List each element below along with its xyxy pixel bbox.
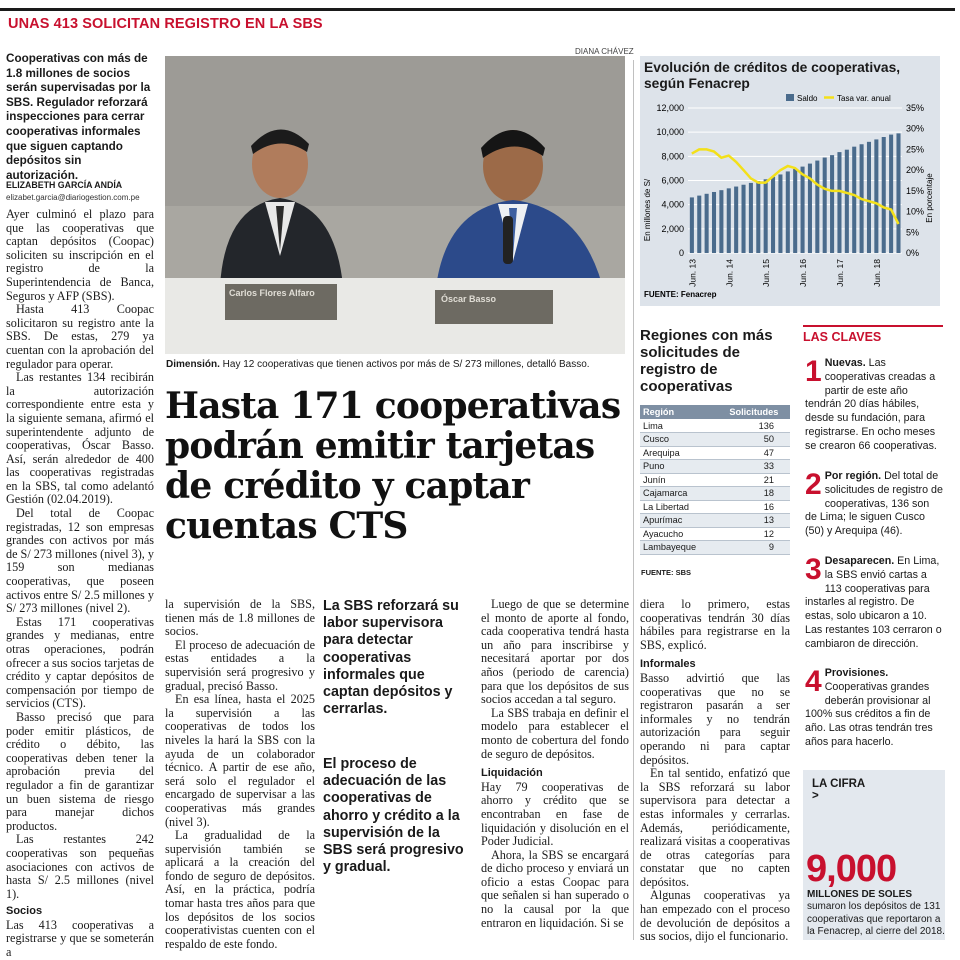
paragraph: Basso advirtió que las cooperativas que no se registraron pasarán a ser informales y no tendrán autorización para seguir operando ni para captar depósitos. [640,670,790,767]
y-tick-left: 8,000 [661,151,684,162]
clave-text: Cooperativas grandes deberán provisionar al 100% sus créditos a fin de año. Las otras tendrán tres años para hacerlo. [805,680,933,748]
solicitudes-cell: 16 [718,500,790,514]
table-row [640,460,790,474]
top-rule [0,8,955,11]
paragraph: Hasta 413 Coopac solicitaron su registro ante la SBS. De estas, 279 ya cuentan con la aprobación del regulador para operar. [6,302,154,371]
paragraph: Del total de Coopac registradas, 12 son empresas grandes con activos por más de S/ 273 millones (nivel 3), y 159 son medianas cooperativas, que poseen activos entre S/ 2.5 millones y S/ 273 millones (nivel 2). [6,506,154,616]
y-tick-left: 12,000 [656,103,684,113]
bar-saldo [793,169,797,253]
y-tick-right: 15% [906,185,925,196]
press-conference-photo [165,56,625,354]
photo-credit: DIANA CHÁVEZ [575,47,634,56]
clave-heading: Por región. [824,470,882,482]
pull-quote-2: El proceso de adecuación de las cooperativas de ahorro y crédito a la supervisión de la SBS será progresivo y gradual. [323,756,464,876]
region-cell: Lambayeque [640,541,718,555]
solicitudes-cell: 13 [718,514,790,528]
x-tick: Jun. 18 [871,259,882,287]
bar-saldo [801,167,805,253]
bar-saldo [874,139,878,253]
bar-saldo [778,174,782,253]
subheading: Liquidación [481,767,543,780]
table-header-row [640,405,790,419]
claves-rule [803,325,943,327]
bar-saldo [896,133,900,253]
author-email[interactable]: elizabet.garcia@diariogestion.com.pe [6,193,140,202]
column-4 [481,598,629,930]
bar-saldo [705,194,709,253]
x-tick: Jun. 16 [798,259,809,287]
clave-heading: Nuevas. [824,357,866,369]
bar-saldo [882,137,886,253]
region-cell: Cajamarca [640,487,718,501]
placard-left: Carlos Flores Alfaro [229,288,315,298]
column-2 [165,598,315,951]
legend-swatch-saldo [786,94,794,101]
regions-title: Regiones con más solicitudes de registro de cooperativas [640,327,773,395]
cifra-title-text: LA CIFRA [812,778,866,790]
table-row [640,541,790,555]
y-axis-left-label: En millones de S/ [643,178,652,242]
caption-text: Hay 12 cooperativas que tienen activos por más de S/ 273 millones, detalló Basso. [219,359,590,370]
table-row [640,473,790,487]
region-cell: Apurímac [640,514,718,528]
y-tick-left: 0 [678,248,684,258]
clave-number: 4 [805,665,822,698]
y-tick-right: 0% [906,248,920,258]
bar-saldo [697,196,701,253]
clave-number: 3 [805,553,822,586]
paragraph: Luego de que se determine el monto de aporte al fondo, cada cooperativa tendrá hasta un año para inscribirse y necesitará aportar por dos años (periodo de carencia) para que los depósitos de sus socios accedan a tal seguro. [481,597,629,707]
paragraph: Hay 79 cooperativas de ahorro y crédito que se encontraban en fase de liquidación y disolución en el Poder Judicial. [481,779,629,849]
solicitudes-cell: 18 [718,487,790,501]
table-row [640,527,790,541]
table-row [640,514,790,528]
bar-saldo [889,135,893,253]
table-row [640,433,790,447]
y-tick-right: 5% [906,227,920,238]
paragraph: Las 413 cooperativas a registrarse y que se someterán a [6,917,154,960]
bar-saldo [764,179,768,253]
bar-saldo [823,158,827,253]
claves-title: LAS CLAVES [803,330,882,344]
paragraph: La SBS trabaja en definir el modelo para establecer el monto de cobertura del fondo de seguro de depósitos. [481,705,629,761]
paragraph: Las restantes 134 recibirán la autorización correspondiente entre esta y la siguiente semana, afirmó el superintendente adjunto de cooperativas, Óscar Basso. Así, serán alrededor de 400 las cooperativas registradas en la SBS, tal como adelantó Gestión (02.04.2019). [6,370,154,507]
credit-evolution-chart [640,90,940,300]
clave-heading: Provisiones. [824,667,889,679]
paragraph: Basso precisó que para poder emitir plásticos, de crédito o débito, las cooperativas deben tener la aprobación previa del regulador a fin de garantizar un buen sistema de riesgo para manejar dichos productos. [6,709,154,833]
column-1 [6,208,154,960]
solicitudes-cell: 33 [718,460,790,474]
column-rule [633,60,634,940]
cifra-text: sumaron los depósitos de 131 cooperativas que reportaron a la Fenacrep, al cierre del 2018. [807,901,945,937]
clave-text: Del total de solicitudes de registro de cooperativas, 136 son de Lima; le siguen Cusco (50) y Arequipa (46). [805,470,943,538]
chart-source: FUENTE: Fenacrep [644,290,717,299]
placard-right: Óscar Basso [441,294,497,304]
paragraph: diera lo primero, estas cooperativas tendrán 30 días hábiles para registrarse en la SBS, explicó. [640,597,790,652]
cifra-title [812,778,865,802]
region-cell: Cusco [640,433,718,447]
paragraph: Las restantes 242 cooperativas son pequeñas asociaciones con activos de hasta S/ 2.5 millones (nivel 1). [6,832,154,901]
x-tick: Jun. 13 [687,259,698,287]
region-cell: Ayacucho [640,527,718,541]
bar-saldo [837,152,841,253]
section-kicker: UNAS 413 SOLICITAN REGISTRO EN LA SBS [8,16,323,32]
paragraph: la supervisión de la SBS, tienen más de 1.8 millones de socios. [165,597,315,639]
clave-item-1 [805,357,943,454]
column-5 [640,598,790,944]
clave-item-2 [805,470,943,539]
y-tick-left: 6,000 [661,175,684,186]
paragraph: Ahora, la SBS se encargará de dicho proceso y enviará un oficio a estas Coopac para que señalen si han superado o no la causal por la que entraron en liquidación. Si se [481,847,629,930]
clave-text: En Lima, la SBS envió cartas a 113 cooperativas para instarles al registro. De estas, solo ubicaron a 10. Las restantes 103 cerraron o cambiaron de dirección. [805,555,942,650]
legend-label-saldo: Saldo [797,94,818,103]
y-tick-left: 4,000 [661,199,684,210]
cifra-number: 9,000 [806,848,897,890]
y-tick-right: 20% [906,165,925,176]
region-cell: Junín [640,473,718,487]
bar-saldo [845,150,849,253]
y-tick-right: 30% [906,123,925,134]
chart-title: Evolución de créditos de cooperativas, según Fenacrep [644,60,901,91]
region-cell: Puno [640,460,718,474]
article-lead: Cooperativas con más de 1.8 millones de socios serán supervisadas por la SBS. Regulador reforzará inspecciones para cerrar cooperativas informales que siguen captando depósitos sin autorización. [6,52,151,182]
chevron-right-icon: > [812,790,819,802]
x-tick: Jun. 15 [761,259,772,287]
paragraph: La gradualidad de la supervisión también se aplicará a la creación del fondo de seguro de depósitos. Así, en la práctica, podría tomar hasta tres años para que los depósitos de los socios cooperativistas cuenten con el respaldo de este fondo. [165,828,315,951]
photo-caption [166,359,626,370]
photo-illustration [165,56,625,354]
solicitudes-cell: 50 [718,433,790,447]
bar-saldo [867,142,871,253]
pull-quote-1: La SBS reforzará su labor supervisora para detectar cooperativas informales que captan depósitos y cerrarlas. [323,598,459,718]
y-tick-right: 25% [906,144,925,155]
region-cell: Lima [640,419,718,433]
table-row [640,446,790,460]
legend-label-tasa: Tasa var. anual [837,94,891,103]
bar-saldo [690,197,694,253]
paragraph: En esa línea, hasta el 2025 la supervisión a las cooperativas de todos los niveles la hará la SBS con la ayuda de un colaborador técnico. A partir de ese año, será solo el regulador el encargado de supervisar a las cooperativas más grandes (nivel 3). [165,692,315,829]
solicitudes-cell: 136 [718,419,790,433]
solicitudes-cell: 21 [718,473,790,487]
column-header-region: Región [640,405,718,419]
paragraph: En tal sentido, enfatizó que la SBS reforzará su labor supervisora para detectar a estas informales y cerrarlas. Además, periódicamente, realizará visitas a cooperativas de otras categorías para constatar que no capten depósitos. [640,766,790,889]
clave-item-3 [805,555,943,652]
bar-saldo [815,161,819,253]
paragraph: Algunas cooperativas ya han empezado con el proceso de devolución de depósitos a sus socios, dijo el funcionario. [640,888,790,944]
clave-number: 1 [805,355,822,388]
clave-number: 2 [805,468,822,501]
bar-saldo [852,147,856,253]
paragraph: Ayer culminó el plazo para que las cooperativas que captan depósitos (Coopac) soliciten su inscripción en el registro de la Superintendencia de Banca, Seguros y AFP (SBS). [6,207,154,303]
y-tick-left: 10,000 [656,127,684,138]
caption-label: Dimensión. [166,359,220,370]
region-cell: La Libertad [640,500,718,514]
table-row [640,500,790,514]
bar-saldo [786,171,790,253]
clave-item-4 [805,667,943,750]
subheading: Informales [640,658,696,671]
bar-saldo [742,185,746,253]
y-tick-left: 2,000 [661,223,684,234]
bar-saldo [712,192,716,253]
regions-table [640,405,790,555]
subheading: Socios [6,905,43,918]
author-byline: ELIZABETH GARCÍA ANDÍA [6,180,123,190]
bar-saldo [749,183,753,253]
y-tick-right: 35% [906,103,925,113]
paragraph: Estas 171 cooperativas grandes y medianas, entre otras operaciones, podrán ofrecer a sus socios tarjetas de crédito y captar depósitos de compensación por tiempo de servicios (CTS). [6,614,154,711]
table-row [640,419,790,433]
solicitudes-cell: 47 [718,446,790,460]
clave-heading: Desaparecen. [824,555,895,567]
clave-text: Las cooperativas creadas a partir de este año tendrán 20 días hábiles, desde su fundación, para registrarse. En ocho meses se crearon 66 cooperativas. [805,357,937,452]
solicitudes-cell: 9 [718,541,790,555]
headline: Hasta 171 cooperativas podrán emitir tarjetas de crédito y captar cuentas CTS [165,385,621,547]
region-cell: Arequipa [640,446,718,460]
bar-saldo [727,188,731,253]
cifra-unit: MILLONES DE SOLES [807,889,913,900]
x-tick: Jun. 17 [834,259,845,287]
y-tick-right: 10% [906,206,925,217]
x-tick: Jun. 14 [724,259,735,287]
regions-source: FUENTE: SBS [641,568,692,577]
bar-saldo [756,181,760,253]
bar-saldo [719,190,723,253]
y-axis-right-label: En porcentaje [925,173,934,223]
solicitudes-cell: 12 [718,527,790,541]
bar-saldo [734,187,738,253]
table-row [640,487,790,501]
paragraph: El proceso de adecuación de estas entidades a la supervisión será progresivo y gradual, precisó Basso. [165,637,315,693]
column-header-solicitudes: Solicitudes [718,405,790,419]
bar-saldo [771,177,775,253]
bar-saldo [830,155,834,253]
